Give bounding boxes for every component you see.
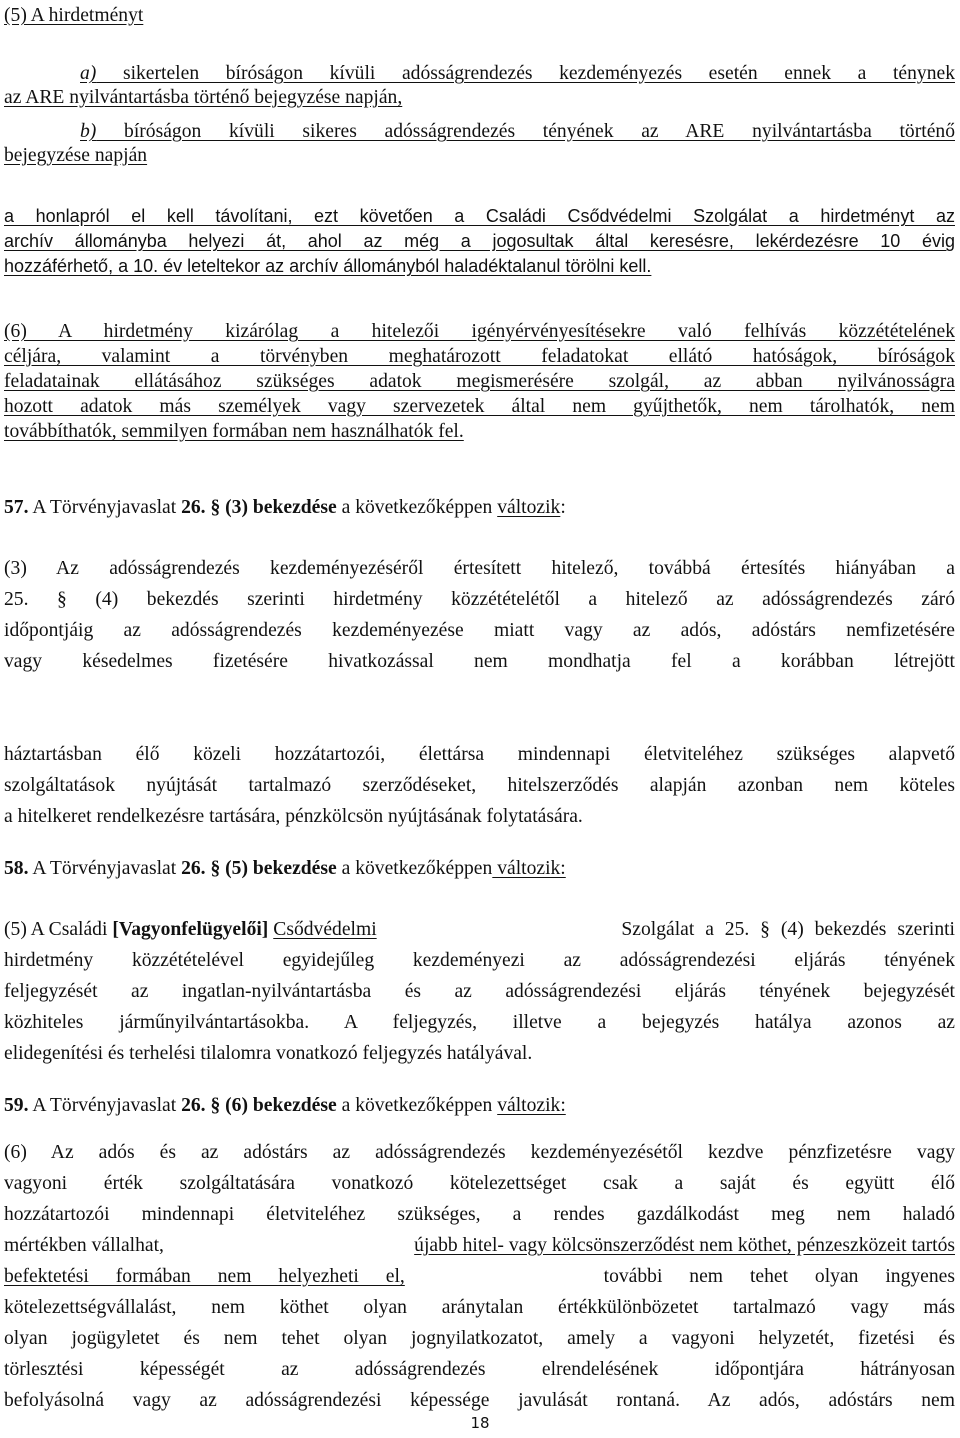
paragraph-line: 25. § (4) bekezdés szerinti hirdetmény közzétételétől a hitelező az adósságrendezés záró: [4, 589, 955, 610]
paragraph-line: [4, 1265, 955, 1288]
item-number: 57.: [4, 497, 29, 518]
list-item-a-cont: az ARE nyilvántartásba történő bejegyzése napján,: [4, 87, 403, 108]
paragraph-line: elidegenítési és terhelési tilalomra vonatkozó feljegyzés hatályával.: [4, 1043, 533, 1064]
item-section: § (6) bekezdése: [205, 1095, 337, 1116]
paragraph-line: (6) A hirdetmény kizárólag a hitelezői igényérvényesítésekre való felhívás közzétételének: [4, 321, 955, 342]
item-text: a következőképpen: [336, 858, 493, 879]
amendment-heading-57: [4, 496, 955, 519]
inserted-text: Csődvédelmi: [273, 919, 377, 940]
paragraph-line: (3) Az adósságrendezés kezdeményezéséről értesített hitelező, továbbá értesítés hiányában a: [4, 558, 955, 579]
item-text: a következőképpen: [336, 1095, 498, 1116]
item-text: A Törvényjavaslat: [28, 1095, 182, 1116]
section-heading: (5) A hirdetményt: [4, 5, 144, 26]
paragraph-line: [4, 1234, 955, 1257]
paragraph-line: olyan jogügyletet és nem tehet olyan jognyilatkozatot, amely a vagyoni helyzetét, fizetési és: [4, 1328, 955, 1349]
list-item-a: [80, 62, 955, 85]
paragraph-line: hirdetmény közzétételével egyidejűleg kezdeményezi az adósságrendezési eljárás tényének: [4, 950, 955, 971]
paragraph-line: hozzáférhető, a 10. év leteltekor az archív állományból haladéktalanul törölni kell.: [4, 256, 652, 276]
paragraph-line: hozzátartozói mindennapi életviteléhez szükséges, a rendes gazdálkodást meg nem haladó: [4, 1204, 955, 1225]
paragraph-line: archív állományba helyezi át, ahol az még a jogosultak által keresésre, lekérdezésre 10 évig: [4, 231, 955, 251]
paragraph-line: (6) Az adós és az adóstárs az adósságrendezés kezdeményezésétől kezdve pénzfizetésre vagy: [4, 1142, 955, 1163]
inserted-text: újabb hitel- vagy kölcsönszerződést nem köthet, pénzeszközeit tartós: [414, 1235, 955, 1256]
item-letter-b: b): [80, 121, 97, 142]
paragraph-line: befolyásolná vagy az adósságrendezési képessége javulását rontaná. Az adós, adóstárs nem: [4, 1390, 955, 1411]
item-text: a következőképpen: [336, 497, 498, 518]
paragraph-line: a honlapról el kell távolítani, ezt követően a Családi Csődvédelmi Szolgálat a hirdetményt az: [4, 206, 955, 226]
paragraph-line: időpontjáig az adósságrendezés kezdeményezése miatt vagy az adós, adóstárs nemfizetésére: [4, 620, 955, 641]
paragraph-line: kötelezettségvállalást, nem köthet olyan aránytalan értékkülönbözetet tartalmazó vagy más: [4, 1297, 955, 1318]
item-article: 26.: [181, 497, 206, 518]
paragraph-line: céljára, valamint a törvényben meghatározott feladatokat ellátó hatóságok, bíróságok: [4, 346, 955, 367]
text-run: mértékben vállalhat,: [4, 1235, 164, 1256]
item-article: 26.: [181, 1095, 206, 1116]
paragraph-line: feladatainak ellátásához szükséges adatok megismerésére szolgál, az abban nyilvánosságra: [4, 371, 955, 392]
item-letter-a: a): [80, 63, 97, 84]
item-text-b: bíróságon kívüli sikeres adósságrendezés tényének az ARE nyilvántartásba történő: [96, 121, 955, 142]
paragraph-line: hozott adatok más személyek vagy szervezetek által nem gyűjthetők, nem tárolhatók, nem: [4, 396, 955, 417]
item-text: A Törvényjavaslat: [28, 497, 182, 518]
paragraph-line: a hitelkeret rendelkezésre tartására, pénzkölcsön nyújtásának folytatására.: [4, 806, 583, 827]
amendment-heading-58: [4, 857, 955, 880]
paragraph-line: háztartásban élő közeli hozzátartozói, élettársa mindennapi életviteléhez szükséges alapvető: [4, 744, 955, 765]
item-number: 58.: [4, 858, 29, 879]
text-run: Szolgálat a 25. § (4) bekezdés szerinti: [621, 919, 955, 940]
page-number: 18: [470, 1414, 490, 1432]
paragraph-line: törlesztési képességét az adósságrendezés elrendelésének időpontjára hátrányosan: [4, 1359, 955, 1380]
item-section: § (3) bekezdése: [205, 497, 337, 518]
paragraph-line: feljegyzését az ingatlan-nyilvántartásba és az adósságrendezési eljárás tényének bejegyzését: [4, 981, 955, 1002]
paragraph-line: továbbíthatók, semmilyen formában nem használhatók fel.: [4, 421, 464, 442]
item-verb: változik:: [492, 858, 566, 879]
item-colon: :: [560, 497, 566, 518]
item-section: § (5) bekezdése: [205, 858, 337, 879]
list-item-b-cont: bejegyzése napján: [4, 145, 148, 166]
amendment-heading-59: [4, 1094, 955, 1117]
text-run: további nem tehet olyan ingyenes: [603, 1266, 955, 1287]
paragraph-line: szolgáltatások nyújtását tartalmazó szerződéseket, hitelszerződés alapján azonban nem köteles: [4, 775, 955, 796]
inserted-text: befektetési formában nem helyezheti el,: [4, 1266, 405, 1287]
text-run: (5) A Családi: [4, 919, 113, 940]
item-verb: változik:: [497, 1095, 566, 1116]
item-number: 59.: [4, 1095, 29, 1116]
item-verb: változik: [497, 497, 561, 518]
item-text-a: sikertelen bíróságon kívüli adósságrendezés kezdeményezés esetén ennek a ténynek: [96, 63, 955, 84]
paragraph-line: közhiteles járműnyilvántartásokba. A feljegyzés, illetve a bejegyzés hatálya azonos az: [4, 1012, 955, 1033]
paragraph-line: [4, 918, 955, 941]
item-article: 26.: [181, 858, 206, 879]
deleted-text: [Vagyonfelügyelői]: [112, 919, 269, 940]
paragraph-line: vagyoni érték szolgáltatására vonatkozó kötelezettséget csak a saját és együtt élő: [4, 1173, 955, 1194]
list-item-b: [80, 120, 955, 143]
item-text: A Törvényjavaslat: [28, 858, 182, 879]
paragraph-line: vagy késedelmes fizetésére hivatkozással nem mondhatja fel a korábban létrejött: [4, 651, 955, 672]
